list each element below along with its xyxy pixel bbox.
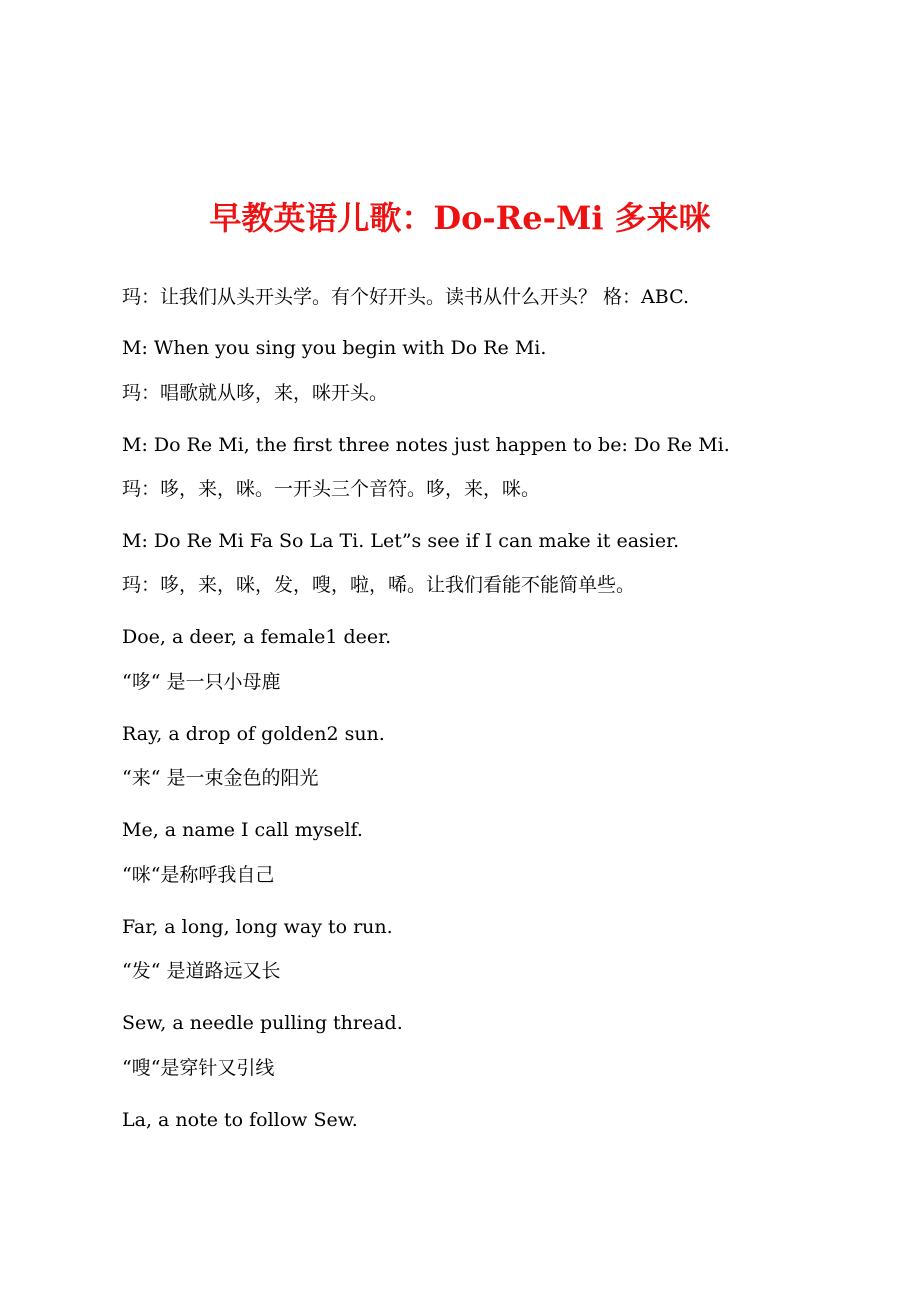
- lyric-line: 玛：哆，来，咪。一开头三个音符。哆，来，咪。: [122, 478, 541, 500]
- lyric-line: Sew, a needle pulling thread.: [122, 1012, 403, 1034]
- lyric-line: 玛：唱歌就从哆，来，咪开头。: [122, 382, 389, 404]
- lyric-line: Doe, a deer, a female1 deer.: [122, 626, 392, 648]
- lyric-line: 玛：哆，来，咪，发，嗖，啦，唏。让我们看能不能简单些。: [122, 574, 636, 596]
- lyric-line: M: When you sing you begin with Do Re Mi.: [122, 337, 547, 359]
- lyric-line: “来“ 是一束金色的阳光: [122, 767, 319, 789]
- lyric-line: “咪“是称呼我自己: [122, 864, 275, 886]
- lyric-line: Me, a name I call myself.: [122, 819, 363, 841]
- lyric-line: 玛：让我们从头开头学。有个好开头。读书从什么开头？ 格：ABC.: [122, 286, 689, 308]
- lyric-line: “嗖“是穿针又引线: [122, 1057, 275, 1079]
- lyric-line: M: Do Re Mi Fa So La Ti. Let”s see if I can make it easier.: [122, 530, 680, 552]
- lyric-line: La, a note to follow Sew.: [122, 1109, 358, 1131]
- lyric-line: “哆“ 是一只小母鹿: [122, 671, 281, 693]
- lyric-line: M: Do Re Mi, the first three notes just happen to be: Do Re Mi.: [122, 434, 730, 456]
- page-title: 早教英语儿歌：Do-Re-Mi 多来咪: [209, 199, 711, 237]
- lyric-line: Ray, a drop of golden2 sun.: [122, 723, 385, 745]
- lyric-line: “发“ 是道路远又长: [122, 960, 281, 982]
- lyric-line: Far, a long, long way to run.: [122, 916, 393, 938]
